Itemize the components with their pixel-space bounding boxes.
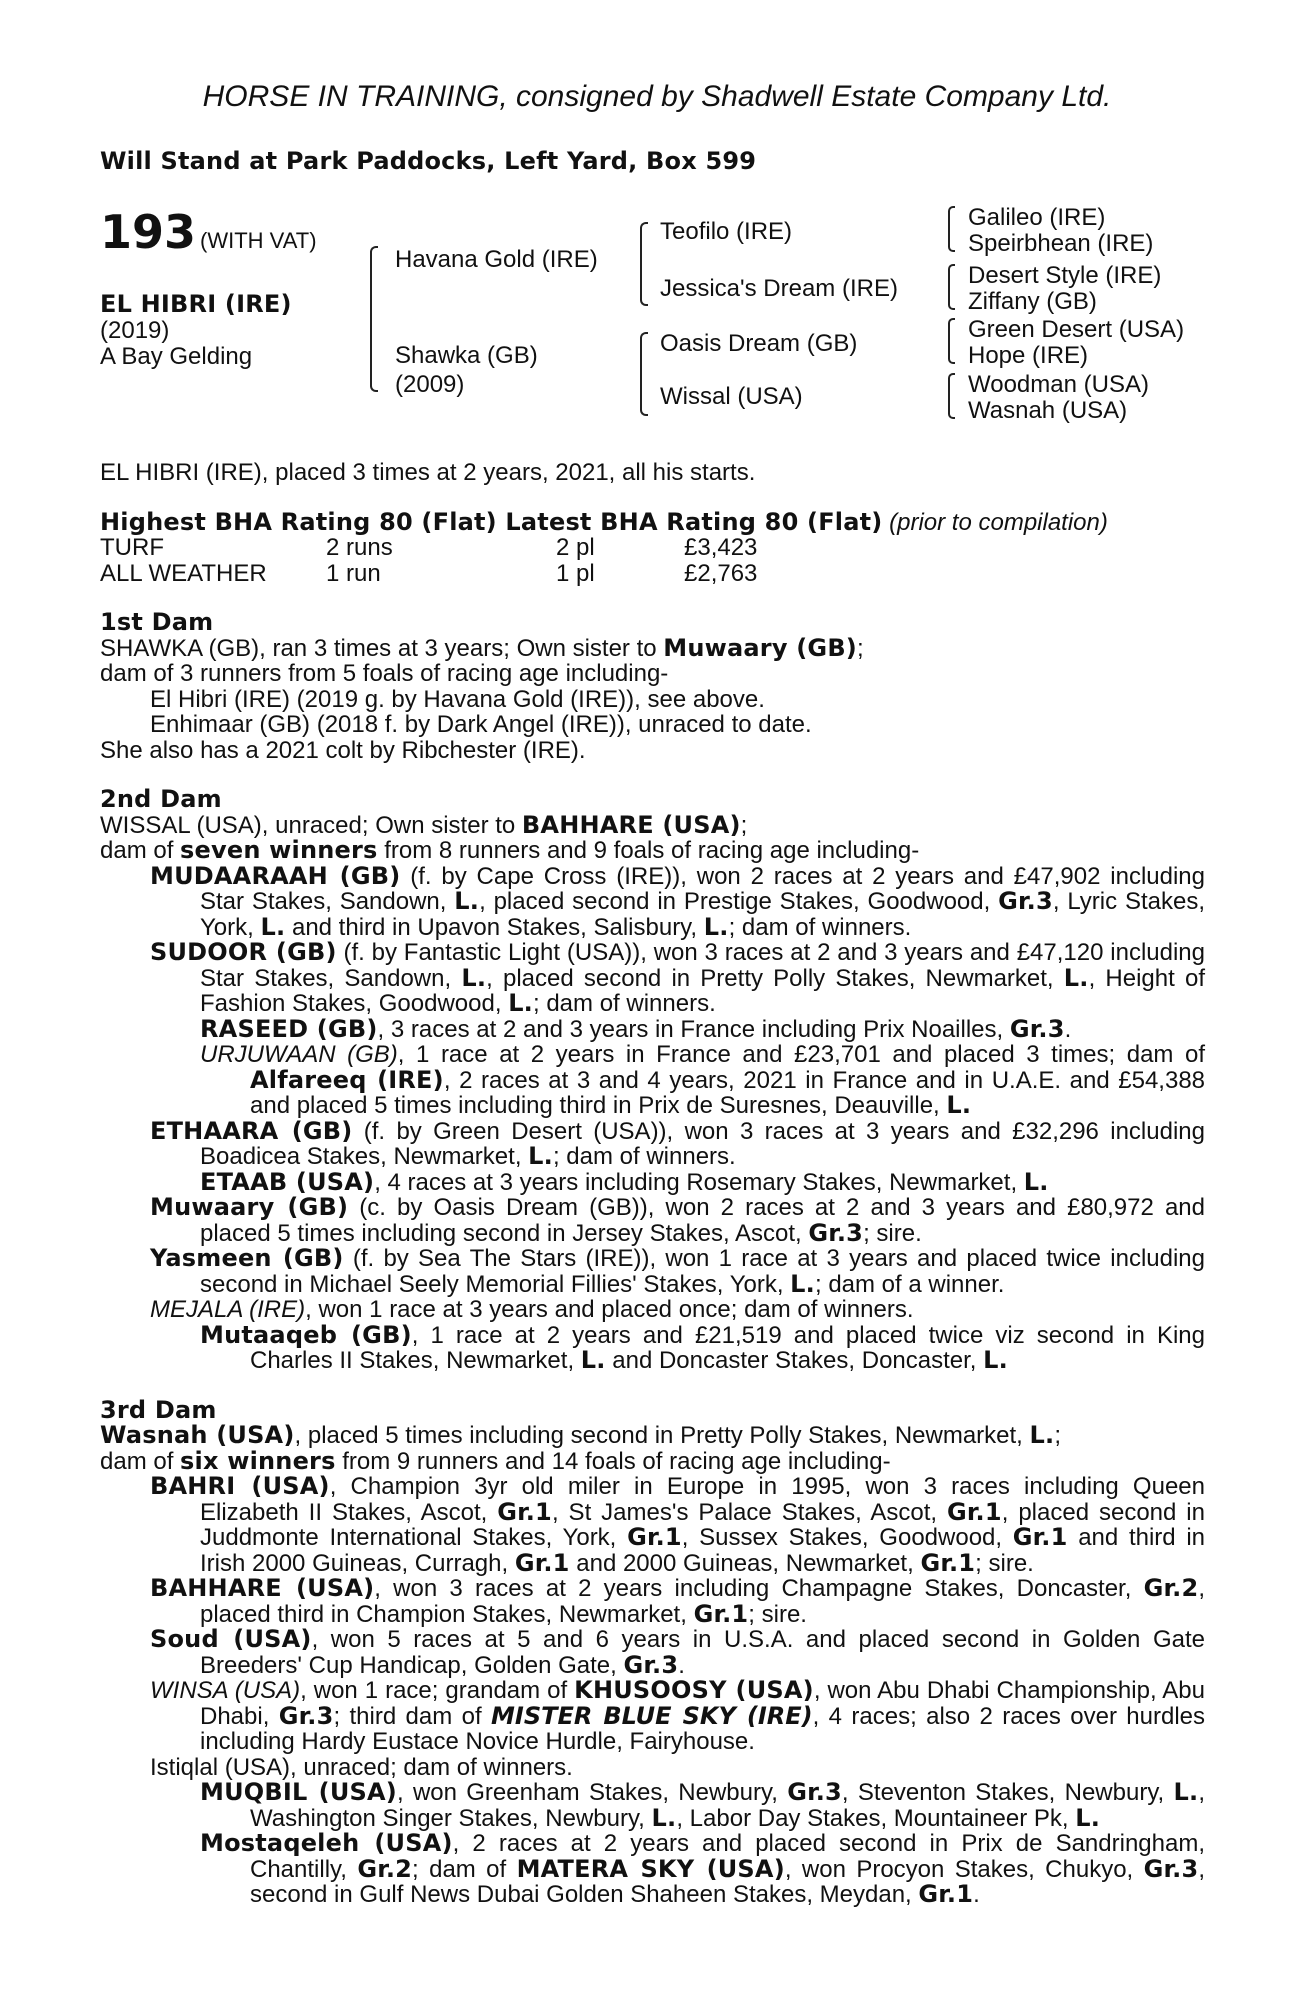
horse-name: EL HIBRI (IRE) bbox=[100, 290, 292, 318]
stand-location: Will Stand at Park Paddocks, Left Yard, Box 599 bbox=[100, 147, 757, 175]
pedigree-g3: Desert Style (IRE) bbox=[968, 262, 1162, 289]
produce-entry: ETHAARA (GB) (f. by Green Desert (USA)), won 3 races at 3 years and £32,296 including Boadicea Stakes, Newmarket, L.; dam of winners. bbox=[150, 1116, 1205, 1170]
pedigree-brace bbox=[948, 318, 955, 364]
pedigree-dam-dam: Wissal (USA) bbox=[660, 383, 803, 410]
produce-item: El Hibri (IRE) (2019 g. by Havana Gold (IRE)), see above. bbox=[150, 685, 765, 713]
rating-line bbox=[100, 507, 1205, 536]
pedigree-brace bbox=[640, 222, 648, 306]
rating-bold: Highest BHA Rating 80 (Flat) Latest BHA Rating 80 (Flat) bbox=[100, 507, 883, 536]
pedigree-brace bbox=[948, 264, 955, 310]
pedigree-sire-dam: Jessica's Dream (IRE) bbox=[660, 275, 898, 302]
produce-entry: SUDOOR (GB) (f. by Fantastic Light (USA)), won 3 races at 2 and 3 years and £47,120 including Star Stakes, Sandown, L., placed second in Pretty Polly Stakes, Newmarket, L., Height of Fashion Stakes, Goodwood, L.; dam of winners. bbox=[150, 938, 1206, 1017]
pedigree-g8: Wasnah (USA) bbox=[968, 397, 1128, 424]
pedigree-g1: Galileo (IRE) bbox=[968, 204, 1106, 231]
pedigree-brace bbox=[948, 373, 955, 419]
produce-entry: WINSA (USA), won 1 race; grandam of KHUSOOSY (USA), won Abu Dhabi Championship, Abu Dhabi, Gr.3; third dam of MISTER BLUE SKY (IRE), 4 races; also 2 races over hurdles including Hardy Eustace Novice Hurdle, Fairyhouse. bbox=[150, 1676, 1206, 1755]
produce-entry: Muwaary (GB) (c. by Oasis Dream (GB)), won 2 races at 2 and 3 years and £80,972 and placed 5 times including second in Jersey Stakes, Ascot, Gr.3; sire. bbox=[150, 1193, 1206, 1247]
pedigree-g4: Ziffany (GB) bbox=[968, 288, 1097, 315]
second-dam-heading: 2nd Dam bbox=[100, 785, 222, 813]
horse-description: A Bay Gelding bbox=[100, 343, 253, 370]
third-dam-line: Wasnah (USA), placed 5 times including second in Pretty Polly Stakes, Newmarket, L.; bbox=[100, 1421, 1061, 1449]
pedigree-g6: Hope (IRE) bbox=[968, 342, 1089, 369]
pedigree-g5: Green Desert (USA) bbox=[968, 316, 1185, 343]
first-dam-produce-intro: dam of 3 runners from 5 foals of racing age including- bbox=[100, 660, 669, 687]
pedigree-sire: Havana Gold (IRE) bbox=[395, 246, 598, 273]
produce-item: Enhimaar (GB) (2018 f. by Dark Angel (IRE)), unraced to date. bbox=[150, 711, 812, 738]
pedigree-brace bbox=[640, 332, 648, 416]
produce-entry: MUQBIL (USA), won Greenham Stakes, Newbury, Gr.3, Steventon Stakes, Newbury, L., Washington Singer Stakes, Newbury, L., Labor Day Stakes, Mountaineer Pk, L. bbox=[200, 1778, 1205, 1832]
pedigree-sire-sire: Teofilo (IRE) bbox=[660, 218, 793, 245]
lot-number: 193 bbox=[100, 205, 197, 259]
rating-table bbox=[100, 535, 757, 586]
produce-entry: BAHHARE (USA), won 3 races at 2 years including Champagne Stakes, Doncaster, Gr.2, placed third in Champion Stakes, Newmarket, Gr.1; sire. bbox=[150, 1574, 1206, 1628]
produce-entry: MUDAARAAH (GB) (f. by Cape Cross (IRE)), won 2 races at 2 years and £47,902 including Star Stakes, Sandown, L., placed second in Prestige Stakes, Goodwood, Gr.3, Lyric Stakes, York, L. and third in Upavon Stakes, Salisbury, L.; dam of winners. bbox=[150, 861, 1205, 941]
first-dam-note: She also has a 2021 colt by Ribchester (IRE). bbox=[100, 736, 586, 764]
produce-entry: Yasmeen (GB) (f. by Sea The Stars (IRE)), won 1 race at 3 years and placed twice including second in Michael Seely Memorial Fillies' Stakes, York, L.; dam of a winner. bbox=[150, 1244, 1205, 1298]
catalogue-body bbox=[100, 460, 1205, 1908]
rating-placed: 1 pl bbox=[556, 559, 595, 587]
rating-row bbox=[100, 535, 757, 561]
rating-surface: TURF bbox=[100, 534, 164, 561]
rating-prize: £2,763 bbox=[684, 559, 758, 587]
rating-row bbox=[100, 561, 757, 587]
pedigree-dam-year: (2009) bbox=[395, 371, 465, 398]
pedigree-brace bbox=[948, 206, 955, 252]
produce-entry: BAHRI (USA), Champion 3yr old miler in Europe in 1995, won 3 races including Queen Elizabeth II Stakes, Ascot, Gr.1, St James's Palace Stakes, Ascot, Gr.1, placed second in Juddmonte International Stakes, York, Gr.1, Sussex Stakes, Goodwood, Gr.1 and third in Irish 2000 Guineas, Curragh, Gr.1 and 2000 Guineas, Newmarket, Gr.1; sire. bbox=[150, 1472, 1206, 1577]
rating-prize: £3,423 bbox=[684, 534, 758, 561]
produce-entry: MEJALA (IRE), won 1 race at 3 years and placed once; dam of winners. bbox=[150, 1296, 914, 1323]
horse-year: (2019) bbox=[100, 317, 170, 344]
second-dam-line: WISSAL (USA), unraced; Own sister to BAHHARE (USA); bbox=[100, 810, 748, 839]
rating-note: (prior to compilation) bbox=[889, 508, 1108, 536]
produce-entry: ETAAB (USA), 4 races at 3 years including Rosemary Stakes, Newmarket, L. bbox=[200, 1167, 1049, 1196]
produce-entry: Soud (USA), won 5 races at 5 and 6 years in U.S.A. and placed second in Golden Gate Breeders' Cup Handicap, Golden Gate, Gr.3. bbox=[150, 1625, 1205, 1679]
produce-entry: Mutaaqeb (GB), 1 race at 2 years and £21,519 and placed twice viz second in King Charles II Stakes, Newmarket, L. and Doncaster Stakes, Doncaster, L. bbox=[200, 1320, 1205, 1374]
second-dam-produce-intro: dam of seven winners from 8 runners and 9 foals of racing age including- bbox=[100, 836, 920, 864]
produce-entry: RASEED (GB), 3 races at 2 and 3 years in France including Prix Noailles, Gr.3. bbox=[200, 1014, 1072, 1043]
pedigree-dam-sire: Oasis Dream (GB) bbox=[660, 330, 858, 357]
produce-entry: URJUWAAN (GB), 1 race at 2 years in France and £23,701 and placed 3 times; dam of Alfareeq (IRE), 2 races at 3 and 4 years, 2021 in France and in U.A.E. and £54,388 and placed 5 times including third in Prix de Suresnes, Deauville, L. bbox=[200, 1041, 1206, 1119]
pedigree-g2: Speirbhean (IRE) bbox=[968, 230, 1154, 257]
vat-note: (WITH VAT) bbox=[200, 228, 317, 253]
pedigree-brace bbox=[370, 246, 378, 392]
third-dam-heading: 3rd Dam bbox=[100, 1395, 217, 1424]
lot-number-block bbox=[100, 205, 317, 259]
pedigree-dam: Shawka (GB) bbox=[395, 342, 538, 369]
performance-summary: EL HIBRI (IRE), placed 3 times at 2 years, 2021, all his starts. bbox=[100, 459, 756, 486]
catalogue-header: HORSE IN TRAINING, consigned by Shadwell Estate Company Ltd. bbox=[202, 80, 1112, 113]
third-dam-produce-intro: dam of six winners from 9 runners and 14 foals of racing age including- bbox=[100, 1446, 891, 1475]
rating-runs: 2 runs bbox=[326, 534, 393, 561]
rating-surface: ALL WEATHER bbox=[100, 559, 267, 587]
produce-entry: Mostaqeleh (USA), 2 races at 2 years and placed second in Prix de Sandringham, Chantilly, Gr.2; dam of MATERA SKY (USA), won Procyon Stakes, Chukyo, Gr.3, second in Gulf News Dubai Golden Shaheen Stakes, Meydan, Gr.1. bbox=[200, 1829, 1206, 1908]
pedigree-g7: Woodman (USA) bbox=[968, 371, 1149, 398]
first-dam-line: SHAWKA (GB), ran 3 times at 3 years; Own sister to Muwaary (GB); bbox=[100, 633, 864, 662]
rating-placed: 2 pl bbox=[556, 534, 595, 561]
first-dam-heading: 1st Dam bbox=[100, 608, 214, 636]
rating-runs: 1 run bbox=[326, 559, 381, 587]
produce-entry: Istiqlal (USA), unraced; dam of winners. bbox=[150, 1753, 573, 1781]
